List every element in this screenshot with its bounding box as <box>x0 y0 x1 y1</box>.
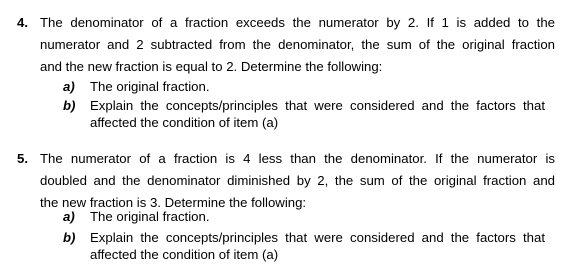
problem-number: 5. <box>17 151 28 166</box>
statement-line: the new fraction is 3. Determine the following: <box>40 195 307 210</box>
statement-line: and the new fraction is equal to 2. Determine the following: <box>40 59 383 74</box>
subitem-label: a) <box>63 79 75 94</box>
subitem-line: The original fraction. <box>90 209 210 224</box>
subitem-label: b) <box>63 230 76 245</box>
subitem-line: The original fraction. <box>90 79 210 94</box>
statement-line: The denominator of a fraction exceeds the numerator by 2. If 1 is added to the <box>40 15 555 30</box>
statement-line: doubled and the denominator diminished by 2, the sum of the original fraction and <box>40 173 555 188</box>
subitem-text <box>90 97 545 131</box>
statement-line: numerator and 2 subtracted from the denominator, the sum of the original fraction <box>40 37 555 52</box>
subitem-line: Explain the concepts/principles that were considered and the factors that <box>90 98 545 113</box>
subitem-line: affected the condition of item (a) <box>90 247 279 262</box>
subitem-text <box>90 78 545 95</box>
problem-number: 4. <box>17 15 28 30</box>
subitem-text <box>90 208 545 225</box>
subitem-line: affected the condition of item (a) <box>90 115 279 130</box>
problem-statement <box>40 12 555 78</box>
subitem-label: a) <box>63 209 75 224</box>
subitem-line: Explain the concepts/principles that were considered and the factors that <box>90 230 545 245</box>
subitem-text <box>90 229 545 263</box>
problem-statement <box>40 148 555 214</box>
statement-line: The numerator of a fraction is 4 less than the denominator. If the numerator is <box>40 151 555 166</box>
subitem-label: b) <box>63 98 76 113</box>
